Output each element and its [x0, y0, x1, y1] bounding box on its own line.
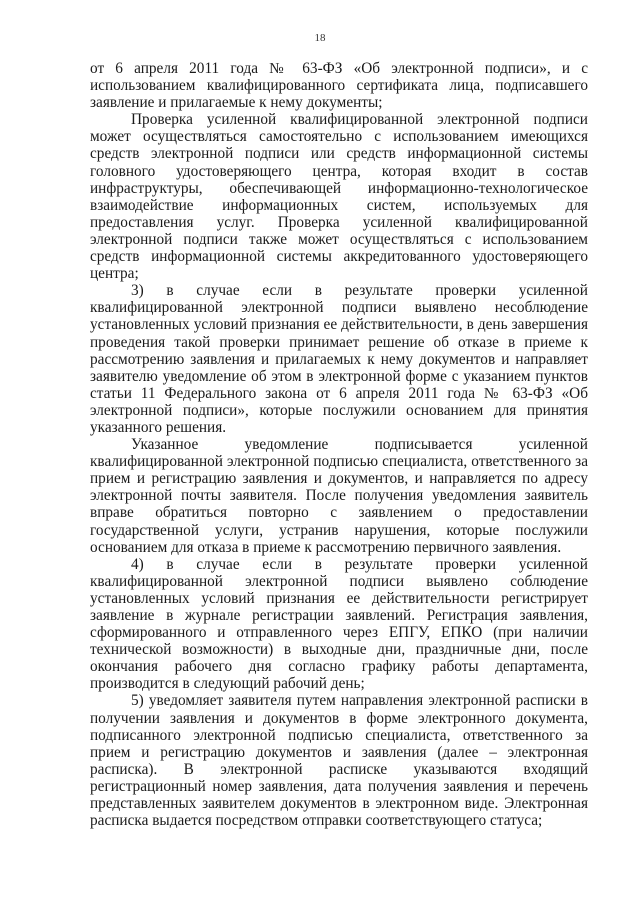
paragraph-1: от 6 апреля 2011 года № 63-ФЗ «Об электронной подписи», и с использованием квалифицированного сертификата лица, подписавшего заявление и прилагаемые к нему документы;: [90, 60, 588, 112]
document-body: [90, 60, 588, 829]
paragraph-4: Указанное уведомление подписывается усиленной квалифицированной электронной подписью специалиста, ответственного за прием и регистрацию заявления и документов, и направляется по адресу электронной почты заявителя. После получения уведомления заявитель вправе обратиться повторно с заявлением о предоставлении государственной услуги, устранив нарушения, которые послужили основанием для отказа в приеме к рассмотрению первичного заявления.: [90, 436, 588, 556]
paragraph-6: 5) уведомляет заявителя путем направления электронной расписки в получении заявления и документов в форме электронного документа, подписанного электронной подписью специалиста, ответственного за прием и регистрацию документов и заявления (далее – электронная расписка). В электронной расписке указываются входящий регистрационный номер заявления, дата получения заявления и перечень представленных заявителем документов в электронном виде. Электронная расписка выдается посредством отправки соответствующего статуса;: [90, 692, 588, 830]
paragraph-5: 4) в случае если в результате проверки усиленной квалифицированной электронной подписи выявлено соблюдение установленных условий признания ее действительности регистрирует заявление в журнале регистрации заявлений. Регистрация заявления, сформированного и отправленного через ЕПГУ, ЕПКО (при наличии технической возможности) в выходные дни, праздничные дни, после окончания рабочего дня согласно графику работы департамента, производится в следующий рабочий день;: [90, 555, 588, 693]
page-number: 18: [314, 32, 326, 44]
paragraph-2: Проверка усиленной квалифицированной электронной подписи может осуществляться самостоятельно с использованием имеющихся средств электронной подписи или средств информационной системы головного удостоверяющего центра, которая входит в состав инфраструктуры, обеспечивающей информационно-технологическое взаимодействие информационных систем, используемых для предоставления услуг. Проверка усиленной квалифицированной электронной подписи также может осуществляться с использованием средств информационной системы аккредитованного удостоверяющего центра;: [90, 111, 588, 283]
paragraph-3: 3) в случае если в результате проверки усиленной квалифицированной электронной подписи выявлено несоблюдение установленных условий признания ее действительности, в день завершения проведения такой проверки принимает решение об отказе в приеме к рассмотрению заявления и прилагаемых к нему документов и направляет заявителю уведомление об этом в электронной форме с указанием пунктов статьи 11 Федерального закона от 6 апреля 2011 года № 63-ФЗ «Об электронной подписи», которые послужили основанием для принятия указанного решения.: [90, 282, 588, 436]
